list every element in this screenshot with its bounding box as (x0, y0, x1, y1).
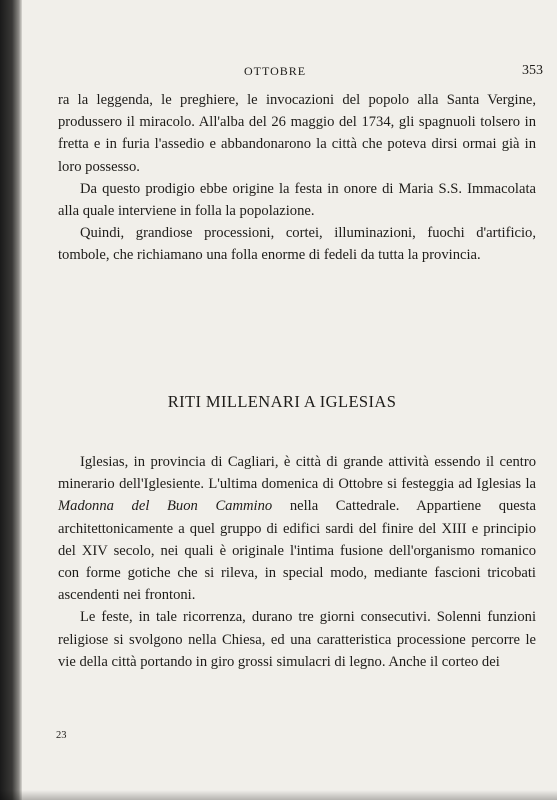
paragraph-continued: ra la leggenda, le preghiere, le invocazioni del popolo alla Santa Vergine, produssero il miracolo. All'alba del 26 maggio del 1734, gli spagnuoli tolsero in fretta e in furia l'assedio e abbandonarono la città che poteva dirsi ormai già in loro possesso. (58, 92, 536, 175)
book-gutter-shadow (0, 0, 22, 800)
page-number: 353 (522, 63, 543, 78)
book-page (22, 0, 557, 800)
paragraph: Le feste, in tale ricorrenza, durano tre giorni consecutivi. Solenni funzioni religiose si svolgono nella Chiesa, ed una caratteristica processione percorre le vie della città portando in giro grossi simulacri di legno. Anche il corteo dei (58, 609, 536, 670)
paragraph: Quindi, grandiose processioni, cortei, illuminazioni, fuochi d'artificio, tombole, che richiamano una folla enorme di fedeli da tutta la provincia. (58, 225, 536, 264)
paragraph-text: Iglesias, in provincia di Cagliari, è città di grande attività essendo il centro minerario dell'Iglesiente. L'ultima domenica di Ottobre si festeggia ad Iglesias la (58, 454, 536, 493)
section-title: RITI MILLENARI A IGLESIAS (167, 392, 397, 411)
section-text (58, 451, 536, 673)
running-head: OTTOBRE (244, 64, 307, 78)
paragraph: Da questo prodigio ebbe origine la festa in onore di Maria S.S. Immacolata alla quale interviene in folla la popolazione. (58, 180, 536, 220)
previous-section-text (58, 89, 536, 267)
church-name-italic: Madonna del Buon Cammino (58, 498, 273, 515)
printer-signature-mark: 23 (56, 730, 67, 741)
paragraph-text: nella Cattedrale. Appartiene questa architettonicamente a quel gruppo di edifici sardi del finire del XIII e principio del XIV secolo, nei quali è originale l'intima fusione dell'organismo romanico con forme gotiche che si rileva, in special modo, mediante fascioni tricobati ascendenti nei frontoni. (58, 498, 536, 604)
page-bottom-shadow (0, 790, 557, 800)
paragraph (58, 451, 536, 606)
